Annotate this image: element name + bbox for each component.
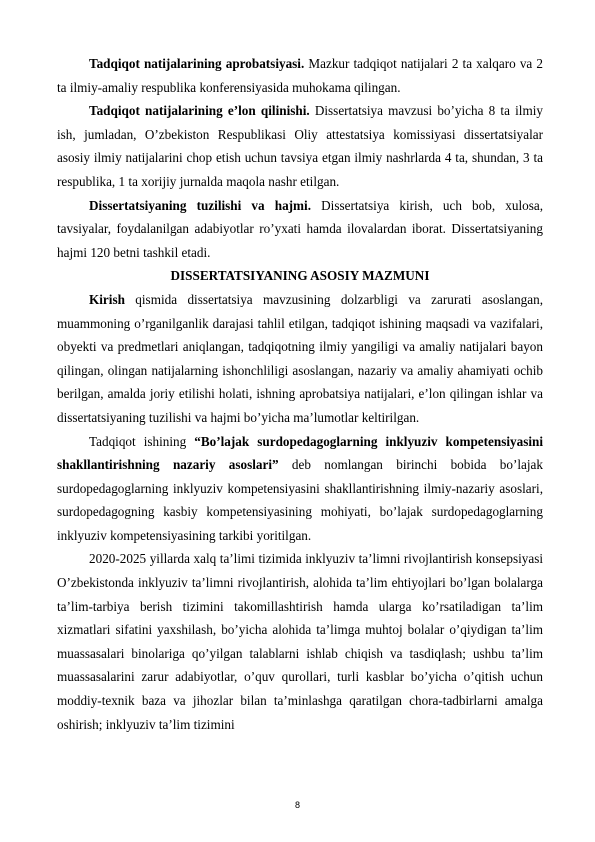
paragraph-lead: Dissertatsiyaning tuzilishi va hajmi. [89, 197, 312, 213]
paragraph-lead: Kirish [89, 291, 125, 307]
document-body [57, 52, 543, 736]
paragraph-text: deb nomlangan birinchi bobida bo’lajak surdopedagoglarning inklyuziv kompetensiyasini shakllantirishning ilmiy-nazariy asoslari, surdopedagogning kasbiy kompetensiyasining mohiyati, bo’lajak surdopedagoglarning inklyuziv kompetensiyasining tarkibi yoritilgan. [57, 457, 544, 543]
paragraph-introduction [57, 288, 543, 430]
paragraph-lead: Tadqiqot natijalarining e’lon qilinishi. [89, 103, 310, 119]
paragraph-structure [57, 194, 543, 265]
paragraph-text: Dissertatsiya kirish, uch bob, xulosa, tavsiyalar, foydalanilgan adabiyotlar ro’yxati hamda ilovalardan iborat. Dissertatsiyaning hajmi 120 betni tashkil etadi. [57, 197, 543, 260]
paragraph-text: qismida dissertatsiya mavzusining dolzarbligi va zarurati asoslangan, muammoning o’rganilganlik darajasi tahlil etilgan, tadqiqot ishining maqsadi va vazifalari, obyekti va predmetlari aniqlangan, tadqiqotning ilmiy yangiligi va amaliy natijalari bayon qilingan, olingan natijalarning ishonchliligi asoslangan, nazariy va amaliy ahamiyati ochib berilgan, amalda joriy etilishi holati, ishning aprobatsiya natijalari, e’lon qilingan ishlar va dissertatsiyaning tuzilishi va hajmi bo’yicha ma’lumotlar keltirilgan. [57, 291, 543, 425]
page-number: 8 [294, 800, 300, 810]
paragraph-pre: Tadqiqot ishining [89, 433, 195, 449]
paragraph-publications [57, 99, 543, 193]
paragraph-concept [57, 547, 543, 736]
paragraph-chapter-one [57, 430, 543, 548]
paragraph-text: Dissertatsiya mavzusi bo’yicha 8 ta ilmiy ish, jumladan, O’zbekiston Respublikasi Oliy attestatsiya komissiyasi dissertatsiyalar asosiy ilmiy natijalarini chop etish uchun tavsiya etgan ilmiy nashrlarda 4 ta, shundan, 3 ta respublika, 1 ta xorijiy jurnalda maqola nashr etilgan. [57, 103, 543, 189]
paragraph-lead: Tadqiqot natijalarining aprobatsiyasi. [89, 56, 305, 71]
paragraph-lead: “Bo’lajak surdopedagoglarning inklyuziv kompetensiyasini shakllantirishning nazariy asoslari” [57, 433, 543, 473]
paragraph-aprobation [57, 52, 543, 99]
section-title: DISSERTATSIYANING ASOSIY MAZMUNI [170, 268, 430, 284]
paragraph-text: 2020-2025 yillarda xalq ta’limi tizimida inklyuziv ta’limni rivojlantirish konsepsiyasi O’zbekistonda inklyuziv ta’limni rivojlantirish, alohida ta’lim ehtiyojlari bo’lgan bolalarga ta’lim-tarbiya berish tizimini takomillashtirish hamda ularga ko’rsatiladigan ta’lim xizmatlari sifatini yaxshilash, bo’yicha alohida ta’limga muhtoj bolalar o’qiydigan ta’lim muassasalari binolariga qo’yilgan talablarni ishlab chiqish va tasdiqlash; ushbu ta’lim muassasalarini zarur adabiyotlar, o’quv qurollari, turli kasblar bo’yicha o’qitish uchun moddiy-texnik baza va jihozlar bilan ta’minlashga qaratilgan chora-tadbirlarni amalga oshirish; inklyuziv ta’lim tizimini [57, 551, 543, 732]
paragraph-text: Mazkur tadqiqot natijalari 2 ta xalqaro va 2 ta ilmiy-amaliy respublika konferensiyasida muhokama qilingan. [57, 56, 543, 95]
